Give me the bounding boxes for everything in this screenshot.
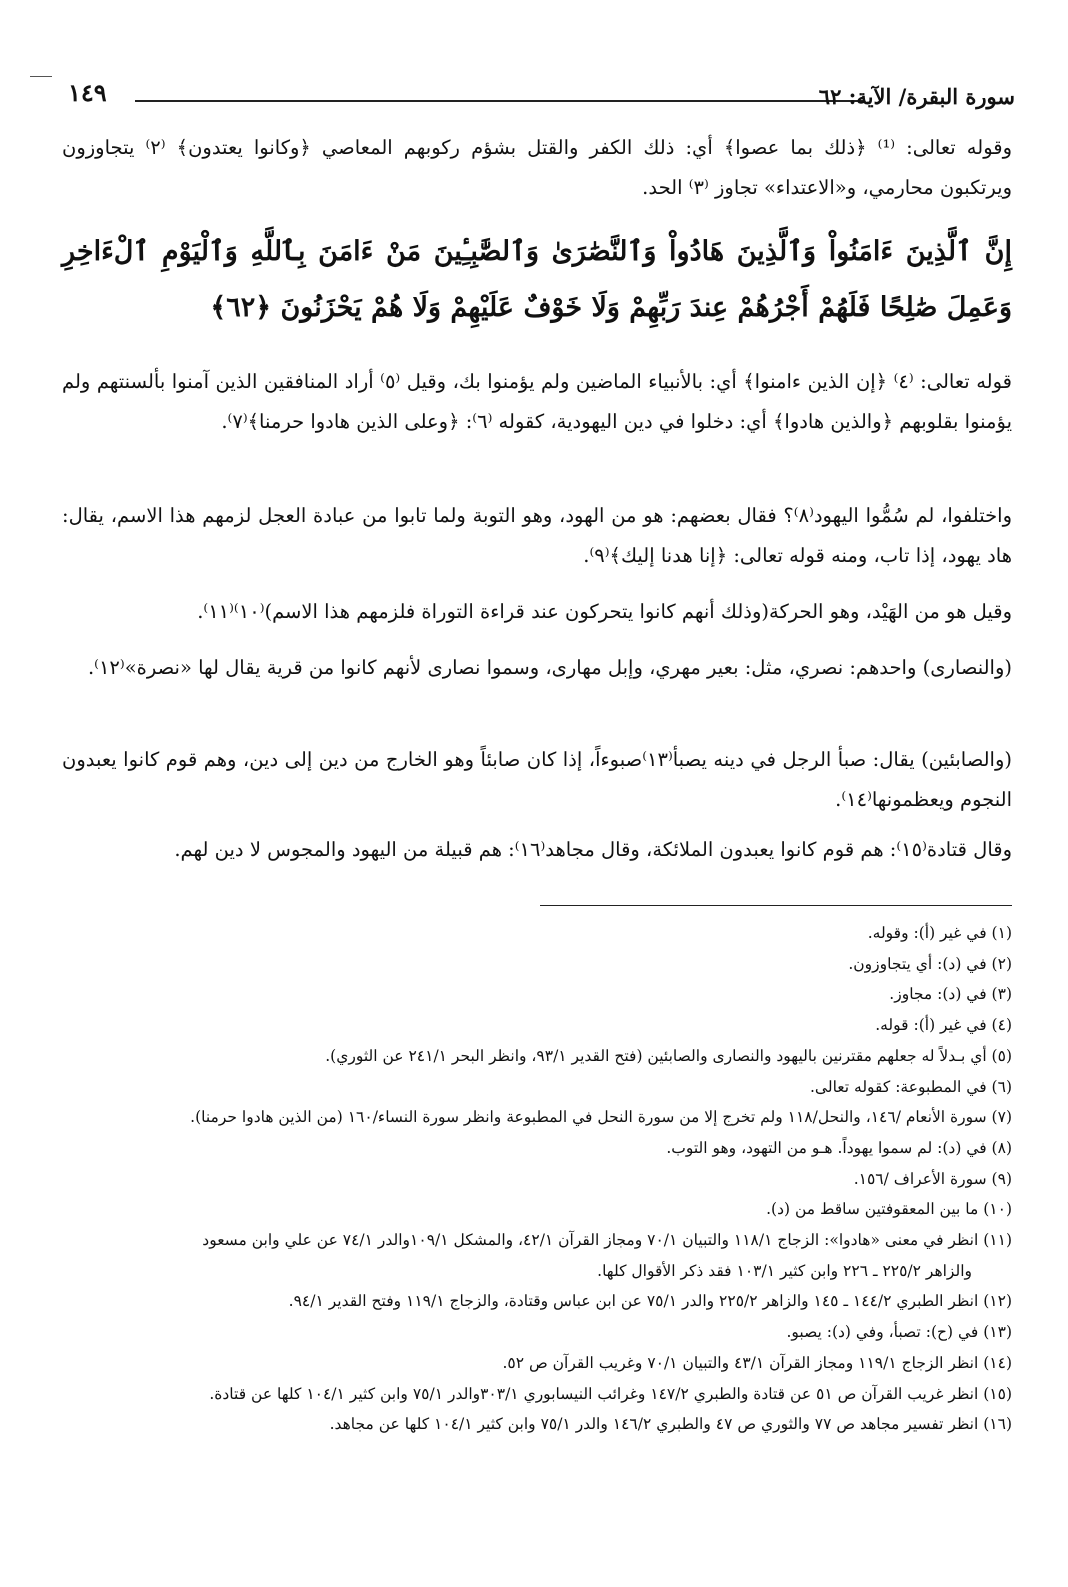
surah-title: سورة البقرة/ الآية: ٦٢ (818, 84, 1015, 109)
footnote: (٢) في (د): أي يتجاوزون. (848, 954, 1012, 973)
paragraph: وقال قتادة⁽١٥⁾: هم قوم كانوا يعبدون الملائكة، وقال مجاهد⁽١٦⁾: هم قبيلة من اليهود والمجوس لا دين لهم. (174, 838, 1012, 861)
footnote-continuation: والزاهر ٢٢٥/٢ ـ ٢٢٦ وابن كثير ١٠٣/١ فقد ذكر الأقوال كلها. (597, 1261, 972, 1280)
paragraph: (والصابئين) يقال: صبأ الرجل في دينه يصبأ⁽١٣⁾صبوءاً، إذا كان صابئاً وهو الخارج من دين إلى دين، وهم قوم كانوا يعبدون النجوم ويعظمونها⁽١٤⁾. (62, 748, 1012, 811)
page-number: ١٤٩ (68, 78, 107, 107)
paragraph: قوله تعالى: ⁽٤⁾ ﴿إن الذين ءامنوا﴾ أي: بالأنبياء الماضين ولم يؤمنوا بك، وقيل ⁽٥⁾ أراد المنافقين الذين آمنوا بألسنتهم ولم يؤمنوا بقلوبهم ﴿والذين هادوا﴾ أي: دخلوا في دين اليهودية، كقوله ⁽٦⁾: ﴿وعلى الذين هادوا حرمنا﴾⁽٧⁾. (62, 370, 1012, 433)
footnote: (٨) في (د): لم سموا يهوداً. هـو من التهود، وهو التوب. (666, 1138, 1012, 1157)
quran-verse: إِنَّ ٱلَّذِينَ ءَامَنُواْ وَٱلَّذِينَ هَادُواْ وَٱلنَّصَٰرَىٰ وَٱلصَّٰبِـِٔينَ مَنْ ءَامَنَ بِٱللَّهِ وَٱلْيَوْمِ ٱلْءَاخِرِ وَعَمِلَ صَٰلِحًا فَلَهُمْ أَجْرُهُمْ عِندَ رَبِّهِمْ وَلَا خَوْفٌ عَلَيْهِمْ وَلَا هُمْ يَحْزَنُونَ ﴿٦٢﴾ (62, 236, 1012, 323)
footnote: (٥) أي بـدلاً له جعلهم مقترنين باليهود والنصارى والصابئين (فتح القدير ٩٣/١، وانظر البحر ٢٤١/١ عن الثوري). (325, 1046, 1012, 1065)
footnote: (١) في غير (أ): وقوله. (867, 924, 1012, 942)
paragraph-2-block (62, 362, 1012, 442)
paragraph-5-block (62, 648, 1012, 688)
paragraph-7-block (62, 830, 1012, 870)
footnote-separator (540, 905, 1012, 906)
paragraph-6-block (62, 740, 1012, 820)
paragraph-4-block (62, 592, 1012, 632)
footnote: (٣) في (د): مجاوز. (889, 985, 1012, 1004)
margin-mark (30, 76, 52, 77)
footnote: (١٣) في (ح): تصبأ، وفي (د): يصبو. (786, 1323, 1012, 1342)
paragraph: واختلفوا، لم سُمُّوا اليهود⁽٨⁾؟ فقال بعضهم: هو من الهود، وهو التوبة ولما تابوا من عبادة العجل لزمهم هذا الاسم، يقال: هاد يهود، إذا تاب، ومنه قوله تعالى: ﴿إنا هدنا إليك﴾⁽٩⁾. (62, 504, 1012, 567)
footnote: (٤) في غير (أ): قوله. (875, 1016, 1012, 1035)
footnote: (٦) في المطبوعة: كقوله تعالى. (810, 1077, 1012, 1096)
header-rule (135, 100, 865, 102)
footnote: (١٦) انظر تفسير مجاهد ص ٧٧ والثوري ص ٤٧ والطبري ١٤٦/٢ والدر ٧٥/١ وابن كثير ١٠٤/١ كلها عن مجاهد. (329, 1415, 1012, 1434)
paragraph: وقيل هو من الهَيْد، وهو الحركة(وذلك أنهم كانوا يتحركون عند قراءة التوراة فلزمهم هذا الاسم)⁽١٠⁾⁽١١⁾. (197, 600, 1012, 623)
paragraph: وقوله تعالى: ⁽¹⁾ ﴿ذلك بما عصوا﴾ أي: ذلك الكفر والقتل بشؤم ركوبهم المعاصي ﴿وكانوا يعتدون﴾ ⁽٢⁾ يتجاوزون ويرتكبون محارمي، و«الاعتداء» تجاوز ⁽٣⁾ الحد. (62, 136, 1013, 199)
footnotes (50, 918, 1012, 1440)
footnote: (١٤) انظر الزجاج ١١٩/١ ومجاز القرآن ٤٣/١ والتبيان ٧٠/١ وغريب القرآن ص ٥٢. (502, 1353, 1012, 1372)
footnote: (١١) انظر في معنى «هادوا»: الزجاج ١١٨/١ والتبيان ٧٠/١ ومجاز القرآن ٤٢/١، والمشكل ١٠٩/١والدر ٧٤/١ عن علي وابن مسعود (202, 1231, 1012, 1250)
footnote: (١٥) انظر غريب القرآن ص ٥١ عن قتادة والطبري ١٤٧/٢ وغرائب النيسابوري ٣٠٣/١والدر ٧٥/١ وابن كثير ١٠٤/١ كلها عن قتادة. (209, 1384, 1012, 1403)
paragraph: (والنصارى) واحدهم: نصري، مثل: بعير مهري، وإبل مهارى، وسموا نصارى لأنهم كانوا من قرية يقال لها «نصرة»⁽١٢⁾. (87, 656, 1012, 679)
paragraph-3-block (62, 496, 1012, 576)
page-header (60, 78, 1015, 118)
footnote: (١٠) ما بين المعقوفتين ساقط من (د). (766, 1200, 1012, 1219)
verse-block (62, 224, 1012, 336)
footnote: (١٢) انظر الطبري ١٤٤/٢ ـ ١٤٥ والزاهر ٢٢٥/٢ والدر ٧٥/١ عن ابن عباس وقتادة، والزجاج ١١٩/١ وفتح القدير ٩٤/١. (288, 1292, 1012, 1311)
footnote: (٧) سورة الأنعام /١٤٦، والنحل/١١٨ ولم تخرج إلا من سورة النحل في المطبوعة وانظر سورة النساء/١٦٠ (من الذين هادوا حرمنا). (190, 1108, 1012, 1127)
paragraph-1-block (62, 128, 1012, 208)
footnote: (٩) سورة الأعراف /١٥٦. (853, 1169, 1012, 1188)
